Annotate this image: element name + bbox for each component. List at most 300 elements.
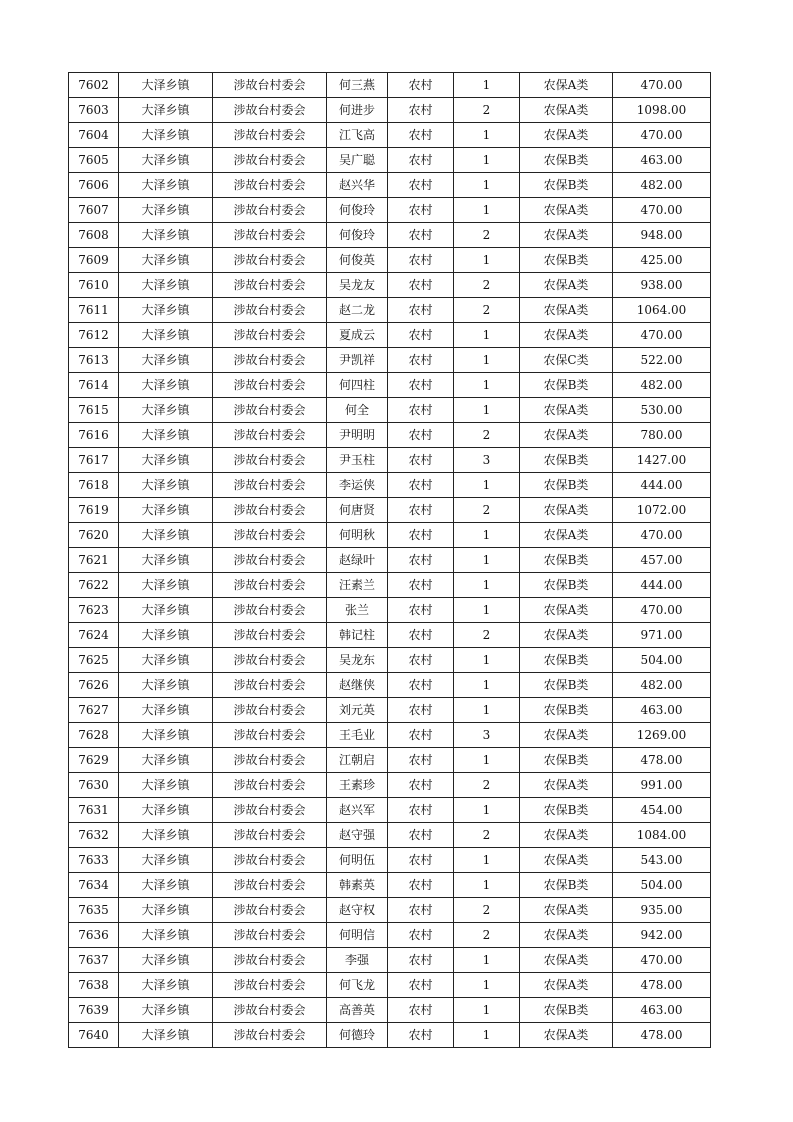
member-count-cell: 3 bbox=[454, 723, 520, 748]
insurance-category-cell: 农保B类 bbox=[520, 248, 613, 273]
member-count-cell: 1 bbox=[454, 398, 520, 423]
household-type-cell: 农村 bbox=[388, 823, 454, 848]
amount-cell: 504.00 bbox=[613, 873, 711, 898]
name-cell: 赵绿叶 bbox=[327, 548, 388, 573]
row-number-cell: 7616 bbox=[69, 423, 119, 448]
household-type-cell: 农村 bbox=[388, 148, 454, 173]
village-committee-cell: 涉故台村委会 bbox=[213, 523, 327, 548]
village-committee-cell: 涉故台村委会 bbox=[213, 973, 327, 998]
member-count-cell: 1 bbox=[454, 973, 520, 998]
name-cell: 江飞高 bbox=[327, 123, 388, 148]
row-number-cell: 7619 bbox=[69, 498, 119, 523]
table-row bbox=[69, 298, 711, 323]
household-type-cell: 农村 bbox=[388, 723, 454, 748]
table-row bbox=[69, 748, 711, 773]
name-cell: 王素珍 bbox=[327, 773, 388, 798]
township-cell: 大泽乡镇 bbox=[119, 598, 213, 623]
name-cell: 赵守强 bbox=[327, 823, 388, 848]
name-cell: 尹凯祥 bbox=[327, 348, 388, 373]
row-number-cell: 7607 bbox=[69, 198, 119, 223]
insurance-category-cell: 农保A类 bbox=[520, 98, 613, 123]
village-committee-cell: 涉故台村委会 bbox=[213, 373, 327, 398]
insurance-category-cell: 农保B类 bbox=[520, 798, 613, 823]
row-number-cell: 7630 bbox=[69, 773, 119, 798]
village-committee-cell: 涉故台村委会 bbox=[213, 948, 327, 973]
insurance-category-cell: 农保B类 bbox=[520, 148, 613, 173]
township-cell: 大泽乡镇 bbox=[119, 948, 213, 973]
member-count-cell: 1 bbox=[454, 748, 520, 773]
member-count-cell: 1 bbox=[454, 148, 520, 173]
township-cell: 大泽乡镇 bbox=[119, 298, 213, 323]
village-committee-cell: 涉故台村委会 bbox=[213, 773, 327, 798]
household-type-cell: 农村 bbox=[388, 698, 454, 723]
township-cell: 大泽乡镇 bbox=[119, 723, 213, 748]
row-number-cell: 7628 bbox=[69, 723, 119, 748]
amount-cell: 470.00 bbox=[613, 948, 711, 973]
village-committee-cell: 涉故台村委会 bbox=[213, 748, 327, 773]
row-number-cell: 7621 bbox=[69, 548, 119, 573]
township-cell: 大泽乡镇 bbox=[119, 998, 213, 1023]
township-cell: 大泽乡镇 bbox=[119, 173, 213, 198]
name-cell: 赵守权 bbox=[327, 898, 388, 923]
township-cell: 大泽乡镇 bbox=[119, 798, 213, 823]
household-type-cell: 农村 bbox=[388, 973, 454, 998]
household-type-cell: 农村 bbox=[388, 998, 454, 1023]
insurance-category-cell: 农保B类 bbox=[520, 573, 613, 598]
insurance-category-cell: 农保A类 bbox=[520, 273, 613, 298]
household-type-cell: 农村 bbox=[388, 223, 454, 248]
name-cell: 何唐贤 bbox=[327, 498, 388, 523]
amount-cell: 543.00 bbox=[613, 848, 711, 873]
amount-cell: 425.00 bbox=[613, 248, 711, 273]
row-number-cell: 7613 bbox=[69, 348, 119, 373]
insurance-category-cell: 农保B类 bbox=[520, 173, 613, 198]
name-cell: 何全 bbox=[327, 398, 388, 423]
household-type-cell: 农村 bbox=[388, 623, 454, 648]
insurance-category-cell: 农保A类 bbox=[520, 73, 613, 98]
village-committee-cell: 涉故台村委会 bbox=[213, 923, 327, 948]
household-type-cell: 农村 bbox=[388, 423, 454, 448]
insurance-category-cell: 农保A类 bbox=[520, 298, 613, 323]
amount-cell: 1427.00 bbox=[613, 448, 711, 473]
township-cell: 大泽乡镇 bbox=[119, 673, 213, 698]
township-cell: 大泽乡镇 bbox=[119, 348, 213, 373]
table-row bbox=[69, 448, 711, 473]
row-number-cell: 7610 bbox=[69, 273, 119, 298]
row-number-cell: 7639 bbox=[69, 998, 119, 1023]
member-count-cell: 1 bbox=[454, 948, 520, 973]
village-committee-cell: 涉故台村委会 bbox=[213, 473, 327, 498]
amount-cell: 530.00 bbox=[613, 398, 711, 423]
insurance-category-cell: 农保A类 bbox=[520, 423, 613, 448]
village-committee-cell: 涉故台村委会 bbox=[213, 323, 327, 348]
village-committee-cell: 涉故台村委会 bbox=[213, 348, 327, 373]
village-committee-cell: 涉故台村委会 bbox=[213, 823, 327, 848]
table-row bbox=[69, 823, 711, 848]
village-committee-cell: 涉故台村委会 bbox=[213, 548, 327, 573]
household-type-cell: 农村 bbox=[388, 398, 454, 423]
name-cell: 何进步 bbox=[327, 98, 388, 123]
member-count-cell: 1 bbox=[454, 323, 520, 348]
household-type-cell: 农村 bbox=[388, 523, 454, 548]
row-number-cell: 7605 bbox=[69, 148, 119, 173]
amount-cell: 478.00 bbox=[613, 748, 711, 773]
amount-cell: 457.00 bbox=[613, 548, 711, 573]
table-row bbox=[69, 273, 711, 298]
amount-cell: 504.00 bbox=[613, 648, 711, 673]
name-cell: 何明秋 bbox=[327, 523, 388, 548]
row-number-cell: 7640 bbox=[69, 1023, 119, 1048]
row-number-cell: 7638 bbox=[69, 973, 119, 998]
amount-cell: 1269.00 bbox=[613, 723, 711, 748]
table-row bbox=[69, 898, 711, 923]
insurance-category-cell: 农保A类 bbox=[520, 398, 613, 423]
table-row bbox=[69, 373, 711, 398]
village-committee-cell: 涉故台村委会 bbox=[213, 298, 327, 323]
name-cell: 何三燕 bbox=[327, 73, 388, 98]
insurance-category-cell: 农保A类 bbox=[520, 598, 613, 623]
township-cell: 大泽乡镇 bbox=[119, 423, 213, 448]
household-type-cell: 农村 bbox=[388, 598, 454, 623]
table-row bbox=[69, 523, 711, 548]
amount-cell: 938.00 bbox=[613, 273, 711, 298]
township-cell: 大泽乡镇 bbox=[119, 573, 213, 598]
insurance-category-cell: 农保A类 bbox=[520, 898, 613, 923]
name-cell: 何俊玲 bbox=[327, 198, 388, 223]
name-cell: 韩素英 bbox=[327, 873, 388, 898]
row-number-cell: 7615 bbox=[69, 398, 119, 423]
village-committee-cell: 涉故台村委会 bbox=[213, 123, 327, 148]
township-cell: 大泽乡镇 bbox=[119, 873, 213, 898]
township-cell: 大泽乡镇 bbox=[119, 698, 213, 723]
household-type-cell: 农村 bbox=[388, 248, 454, 273]
village-committee-cell: 涉故台村委会 bbox=[213, 798, 327, 823]
insurance-category-cell: 农保A类 bbox=[520, 1023, 613, 1048]
name-cell: 刘元英 bbox=[327, 698, 388, 723]
amount-cell: 470.00 bbox=[613, 323, 711, 348]
village-committee-cell: 涉故台村委会 bbox=[213, 898, 327, 923]
table-row bbox=[69, 223, 711, 248]
member-count-cell: 3 bbox=[454, 448, 520, 473]
amount-cell: 1098.00 bbox=[613, 98, 711, 123]
name-cell: 吴龙东 bbox=[327, 648, 388, 673]
insurance-category-cell: 农保B类 bbox=[520, 548, 613, 573]
village-committee-cell: 涉故台村委会 bbox=[213, 598, 327, 623]
row-number-cell: 7625 bbox=[69, 648, 119, 673]
household-type-cell: 农村 bbox=[388, 448, 454, 473]
village-committee-cell: 涉故台村委会 bbox=[213, 248, 327, 273]
insurance-category-cell: 农保A类 bbox=[520, 723, 613, 748]
insurance-category-cell: 农保A类 bbox=[520, 223, 613, 248]
insurance-category-cell: 农保A类 bbox=[520, 948, 613, 973]
table-row bbox=[69, 973, 711, 998]
row-number-cell: 7609 bbox=[69, 248, 119, 273]
village-committee-cell: 涉故台村委会 bbox=[213, 398, 327, 423]
township-cell: 大泽乡镇 bbox=[119, 773, 213, 798]
member-count-cell: 2 bbox=[454, 223, 520, 248]
row-number-cell: 7635 bbox=[69, 898, 119, 923]
table-row bbox=[69, 848, 711, 873]
township-cell: 大泽乡镇 bbox=[119, 623, 213, 648]
township-cell: 大泽乡镇 bbox=[119, 848, 213, 873]
amount-cell: 948.00 bbox=[613, 223, 711, 248]
township-cell: 大泽乡镇 bbox=[119, 973, 213, 998]
table-row bbox=[69, 98, 711, 123]
row-number-cell: 7602 bbox=[69, 73, 119, 98]
table-row bbox=[69, 773, 711, 798]
row-number-cell: 7636 bbox=[69, 923, 119, 948]
row-number-cell: 7614 bbox=[69, 373, 119, 398]
township-cell: 大泽乡镇 bbox=[119, 198, 213, 223]
table-row bbox=[69, 498, 711, 523]
township-cell: 大泽乡镇 bbox=[119, 323, 213, 348]
household-type-cell: 农村 bbox=[388, 848, 454, 873]
row-number-cell: 7603 bbox=[69, 98, 119, 123]
member-count-cell: 1 bbox=[454, 998, 520, 1023]
table-row bbox=[69, 948, 711, 973]
village-committee-cell: 涉故台村委会 bbox=[213, 873, 327, 898]
name-cell: 何飞龙 bbox=[327, 973, 388, 998]
village-committee-cell: 涉故台村委会 bbox=[213, 573, 327, 598]
name-cell: 吴广聪 bbox=[327, 148, 388, 173]
amount-cell: 470.00 bbox=[613, 123, 711, 148]
member-count-cell: 2 bbox=[454, 498, 520, 523]
member-count-cell: 2 bbox=[454, 823, 520, 848]
row-number-cell: 7629 bbox=[69, 748, 119, 773]
township-cell: 大泽乡镇 bbox=[119, 98, 213, 123]
member-count-cell: 1 bbox=[454, 648, 520, 673]
name-cell: 尹玉柱 bbox=[327, 448, 388, 473]
row-number-cell: 7627 bbox=[69, 698, 119, 723]
member-count-cell: 2 bbox=[454, 273, 520, 298]
household-type-cell: 农村 bbox=[388, 348, 454, 373]
table-row bbox=[69, 723, 711, 748]
row-number-cell: 7620 bbox=[69, 523, 119, 548]
member-count-cell: 2 bbox=[454, 98, 520, 123]
amount-cell: 470.00 bbox=[613, 73, 711, 98]
household-type-cell: 农村 bbox=[388, 748, 454, 773]
row-number-cell: 7608 bbox=[69, 223, 119, 248]
village-committee-cell: 涉故台村委会 bbox=[213, 623, 327, 648]
village-committee-cell: 涉故台村委会 bbox=[213, 448, 327, 473]
table-row bbox=[69, 148, 711, 173]
village-committee-cell: 涉故台村委会 bbox=[213, 698, 327, 723]
household-type-cell: 农村 bbox=[388, 773, 454, 798]
member-count-cell: 1 bbox=[454, 123, 520, 148]
amount-cell: 1064.00 bbox=[613, 298, 711, 323]
amount-cell: 444.00 bbox=[613, 573, 711, 598]
insurance-category-cell: 农保A类 bbox=[520, 523, 613, 548]
table-row bbox=[69, 123, 711, 148]
name-cell: 李运侠 bbox=[327, 473, 388, 498]
name-cell: 何德玲 bbox=[327, 1023, 388, 1048]
member-count-cell: 2 bbox=[454, 923, 520, 948]
amount-cell: 444.00 bbox=[613, 473, 711, 498]
insurance-category-cell: 农保A类 bbox=[520, 623, 613, 648]
household-type-cell: 农村 bbox=[388, 548, 454, 573]
insurance-category-cell: 农保B类 bbox=[520, 473, 613, 498]
amount-cell: 780.00 bbox=[613, 423, 711, 448]
amount-cell: 942.00 bbox=[613, 923, 711, 948]
township-cell: 大泽乡镇 bbox=[119, 448, 213, 473]
insurance-category-cell: 农保B类 bbox=[520, 998, 613, 1023]
township-cell: 大泽乡镇 bbox=[119, 1023, 213, 1048]
insurance-category-cell: 农保B类 bbox=[520, 373, 613, 398]
member-count-cell: 1 bbox=[454, 573, 520, 598]
household-type-cell: 农村 bbox=[388, 98, 454, 123]
township-cell: 大泽乡镇 bbox=[119, 123, 213, 148]
insurance-category-cell: 农保A类 bbox=[520, 923, 613, 948]
township-cell: 大泽乡镇 bbox=[119, 148, 213, 173]
amount-cell: 482.00 bbox=[613, 673, 711, 698]
insurance-category-cell: 农保B类 bbox=[520, 448, 613, 473]
name-cell: 韩记柱 bbox=[327, 623, 388, 648]
amount-cell: 478.00 bbox=[613, 973, 711, 998]
amount-cell: 463.00 bbox=[613, 998, 711, 1023]
member-count-cell: 1 bbox=[454, 698, 520, 723]
records-table bbox=[68, 72, 711, 1048]
insurance-category-cell: 农保B类 bbox=[520, 673, 613, 698]
village-committee-cell: 涉故台村委会 bbox=[213, 673, 327, 698]
household-type-cell: 农村 bbox=[388, 498, 454, 523]
village-committee-cell: 涉故台村委会 bbox=[213, 723, 327, 748]
name-cell: 夏成云 bbox=[327, 323, 388, 348]
household-type-cell: 农村 bbox=[388, 573, 454, 598]
amount-cell: 463.00 bbox=[613, 698, 711, 723]
table-row bbox=[69, 423, 711, 448]
table-row bbox=[69, 873, 711, 898]
insurance-category-cell: 农保B类 bbox=[520, 648, 613, 673]
village-committee-cell: 涉故台村委会 bbox=[213, 423, 327, 448]
township-cell: 大泽乡镇 bbox=[119, 748, 213, 773]
member-count-cell: 1 bbox=[454, 873, 520, 898]
amount-cell: 482.00 bbox=[613, 373, 711, 398]
table-row bbox=[69, 1023, 711, 1048]
table-row bbox=[69, 548, 711, 573]
village-committee-cell: 涉故台村委会 bbox=[213, 223, 327, 248]
amount-cell: 991.00 bbox=[613, 773, 711, 798]
row-number-cell: 7618 bbox=[69, 473, 119, 498]
row-number-cell: 7617 bbox=[69, 448, 119, 473]
township-cell: 大泽乡镇 bbox=[119, 398, 213, 423]
insurance-category-cell: 农保A类 bbox=[520, 323, 613, 348]
name-cell: 何四柱 bbox=[327, 373, 388, 398]
village-committee-cell: 涉故台村委会 bbox=[213, 98, 327, 123]
household-type-cell: 农村 bbox=[388, 798, 454, 823]
name-cell: 王毛业 bbox=[327, 723, 388, 748]
name-cell: 高善英 bbox=[327, 998, 388, 1023]
household-type-cell: 农村 bbox=[388, 73, 454, 98]
row-number-cell: 7626 bbox=[69, 673, 119, 698]
household-type-cell: 农村 bbox=[388, 298, 454, 323]
insurance-category-cell: 农保B类 bbox=[520, 873, 613, 898]
household-type-cell: 农村 bbox=[388, 473, 454, 498]
name-cell: 李强 bbox=[327, 948, 388, 973]
insurance-category-cell: 农保B类 bbox=[520, 748, 613, 773]
table-row bbox=[69, 998, 711, 1023]
household-type-cell: 农村 bbox=[388, 273, 454, 298]
village-committee-cell: 涉故台村委会 bbox=[213, 198, 327, 223]
township-cell: 大泽乡镇 bbox=[119, 548, 213, 573]
table-row bbox=[69, 348, 711, 373]
row-number-cell: 7632 bbox=[69, 823, 119, 848]
insurance-category-cell: 农保A类 bbox=[520, 773, 613, 798]
row-number-cell: 7624 bbox=[69, 623, 119, 648]
name-cell: 赵二龙 bbox=[327, 298, 388, 323]
amount-cell: 463.00 bbox=[613, 148, 711, 173]
member-count-cell: 2 bbox=[454, 773, 520, 798]
household-type-cell: 农村 bbox=[388, 673, 454, 698]
table-row bbox=[69, 173, 711, 198]
amount-cell: 522.00 bbox=[613, 348, 711, 373]
household-type-cell: 农村 bbox=[388, 873, 454, 898]
name-cell: 张兰 bbox=[327, 598, 388, 623]
village-committee-cell: 涉故台村委会 bbox=[213, 273, 327, 298]
township-cell: 大泽乡镇 bbox=[119, 648, 213, 673]
table-row bbox=[69, 248, 711, 273]
name-cell: 何俊玲 bbox=[327, 223, 388, 248]
table-row bbox=[69, 673, 711, 698]
township-cell: 大泽乡镇 bbox=[119, 473, 213, 498]
village-committee-cell: 涉故台村委会 bbox=[213, 998, 327, 1023]
table-row bbox=[69, 698, 711, 723]
village-committee-cell: 涉故台村委会 bbox=[213, 498, 327, 523]
insurance-category-cell: 农保A类 bbox=[520, 973, 613, 998]
household-type-cell: 农村 bbox=[388, 123, 454, 148]
township-cell: 大泽乡镇 bbox=[119, 273, 213, 298]
row-number-cell: 7604 bbox=[69, 123, 119, 148]
row-number-cell: 7611 bbox=[69, 298, 119, 323]
village-committee-cell: 涉故台村委会 bbox=[213, 73, 327, 98]
household-type-cell: 农村 bbox=[388, 198, 454, 223]
village-committee-cell: 涉故台村委会 bbox=[213, 1023, 327, 1048]
member-count-cell: 1 bbox=[454, 198, 520, 223]
insurance-category-cell: 农保C类 bbox=[520, 348, 613, 373]
row-number-cell: 7622 bbox=[69, 573, 119, 598]
member-count-cell: 1 bbox=[454, 673, 520, 698]
village-committee-cell: 涉故台村委会 bbox=[213, 173, 327, 198]
row-number-cell: 7633 bbox=[69, 848, 119, 873]
amount-cell: 470.00 bbox=[613, 523, 711, 548]
amount-cell: 470.00 bbox=[613, 598, 711, 623]
amount-cell: 482.00 bbox=[613, 173, 711, 198]
household-type-cell: 农村 bbox=[388, 948, 454, 973]
member-count-cell: 2 bbox=[454, 423, 520, 448]
table-row bbox=[69, 598, 711, 623]
name-cell: 何明信 bbox=[327, 923, 388, 948]
township-cell: 大泽乡镇 bbox=[119, 898, 213, 923]
household-type-cell: 农村 bbox=[388, 898, 454, 923]
table-row bbox=[69, 398, 711, 423]
member-count-cell: 1 bbox=[454, 348, 520, 373]
table-row bbox=[69, 648, 711, 673]
household-type-cell: 农村 bbox=[388, 648, 454, 673]
amount-cell: 935.00 bbox=[613, 898, 711, 923]
member-count-cell: 1 bbox=[454, 598, 520, 623]
table-row bbox=[69, 198, 711, 223]
name-cell: 赵兴华 bbox=[327, 173, 388, 198]
township-cell: 大泽乡镇 bbox=[119, 523, 213, 548]
table-body bbox=[69, 73, 711, 1048]
member-count-cell: 2 bbox=[454, 298, 520, 323]
row-number-cell: 7637 bbox=[69, 948, 119, 973]
name-cell: 何俊英 bbox=[327, 248, 388, 273]
village-committee-cell: 涉故台村委会 bbox=[213, 848, 327, 873]
member-count-cell: 1 bbox=[454, 523, 520, 548]
table-row bbox=[69, 323, 711, 348]
member-count-cell: 1 bbox=[454, 848, 520, 873]
table-row bbox=[69, 923, 711, 948]
